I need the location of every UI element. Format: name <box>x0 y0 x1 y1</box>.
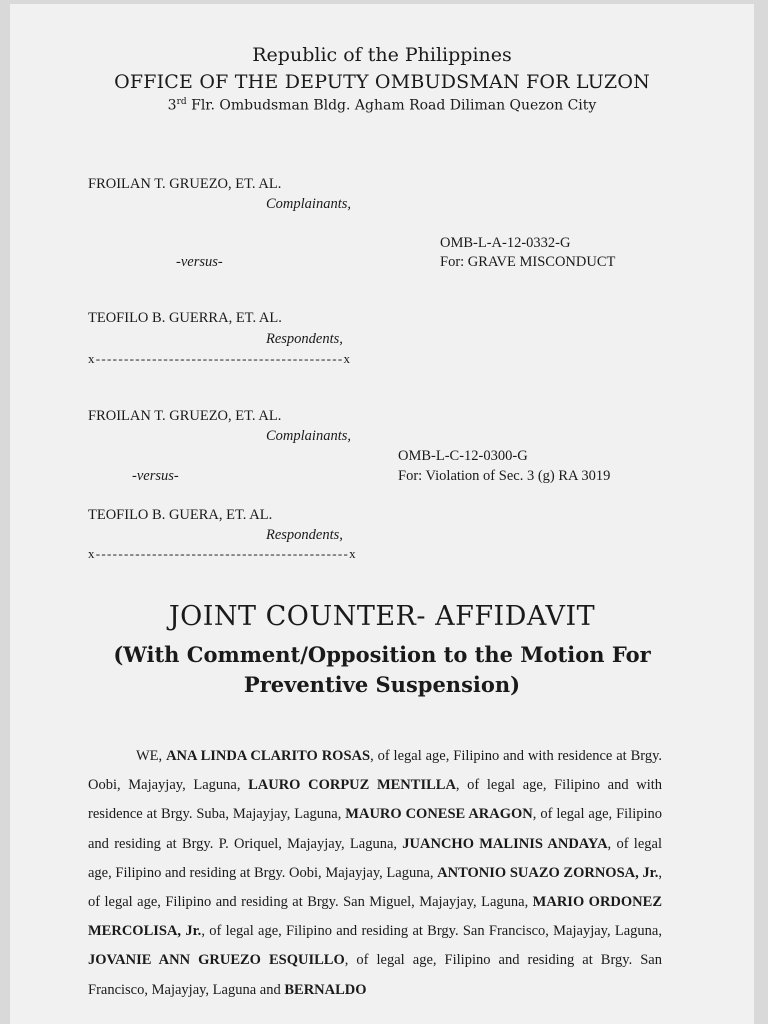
case2-separator: x---------------------------------------------x <box>88 546 357 561</box>
case2-respondents-label: Respondents, <box>266 527 343 543</box>
case2-respondent: TEOFILO B. GUERA, ET. AL. <box>88 507 273 523</box>
affiant-name: ANA LINDA CLARITO ROSAS <box>166 748 371 764</box>
affiant-name: MAURO CONESE ARAGON <box>345 806 533 823</box>
case2-complainants-label: Complainants, <box>266 428 351 444</box>
header-country: Republic of the Philippines <box>252 44 512 66</box>
case1-complainant: FROILAN T. GRUEZO, ET. AL. <box>88 176 282 192</box>
document-page <box>10 4 754 1024</box>
document-subtitle-text: (With Comment/Opposition to the Motion For Preventive Suspension) <box>113 642 651 697</box>
body-text-run: WE, <box>136 748 167 764</box>
affiant-name: MARIO ORDONEZ MERCOLISA, Jr. <box>88 894 662 940</box>
address-floor: 3 <box>167 97 177 114</box>
body-text-run: , of legal age, Filipino and residing at Brgy. San Francisco, Majayjay, Laguna, <box>201 923 662 940</box>
case1-case-number: OMB-L-A-12-0332-G <box>440 235 571 251</box>
body-paragraph <box>88 742 662 1005</box>
affiant-name: JUANCHO MALINIS ANDAYA <box>402 835 608 852</box>
case1-respondents-label: Respondents, <box>266 331 343 347</box>
case2-nature: For: Violation of Sec. 3 (g) RA 3019 <box>398 468 611 484</box>
document-title: JOINT COUNTER- AFFIDAVIT <box>168 601 596 632</box>
address-floor-suffix: rd <box>176 97 187 107</box>
body-text-run: , of legal age, Filipino and residing at Brgy. P. Oriquel, Majayjay, Laguna, <box>88 806 662 852</box>
case1-nature: For: GRAVE MISCONDUCT <box>440 254 616 270</box>
body-text-run: , of legal age, Filipino and residing at Brgy. San Miguel, Majayjay, Laguna, <box>88 864 662 911</box>
case1-respondent: TEOFILO B. GUERRA, ET. AL. <box>88 310 282 326</box>
case2-complainant: FROILAN T. GRUEZO, ET. AL. <box>88 408 282 424</box>
document-subtitle <box>10 640 754 700</box>
header-office: OFFICE OF THE DEPUTY OMBUDSMAN FOR LUZON <box>114 71 650 93</box>
affiant-name: ANTONIO SUAZO ZORNOSA, Jr. <box>437 864 659 881</box>
body-text-run: , of legal age, Filipino and with residence at Brgy. Oobi, Majayjay, Laguna, <box>88 748 663 794</box>
body-text-run: , of legal age, Filipino and residing at Brgy. Oobi, Majayjay, Laguna, <box>88 835 662 881</box>
case1-versus: -versus- <box>176 254 223 270</box>
body-text-run: , of legal age, Filipino and residing at Brgy. San Francisco, Majayjay, Laguna and <box>88 952 662 998</box>
case1-separator: x--------------------------------------------x <box>88 351 352 366</box>
body-text-run: , of legal age, Filipino and with residence at Brgy. Suba, Majayjay, Laguna, <box>88 777 663 823</box>
address-rest: Flr. Ombudsman Bldg. Agham Road Diliman Quezon City <box>186 97 597 114</box>
affiant-name: LAURO CORPUZ MENTILLA <box>248 777 456 794</box>
case2-versus: -versus- <box>132 468 179 484</box>
header-address <box>10 97 754 114</box>
case1-complainants-label: Complainants, <box>266 196 351 212</box>
case2-case-number: OMB-L-C-12-0300-G <box>398 448 528 464</box>
affiant-name: JOVANIE ANN GRUEZO ESQUILLO <box>88 952 345 969</box>
affiant-name: BERNALDO <box>284 981 367 998</box>
